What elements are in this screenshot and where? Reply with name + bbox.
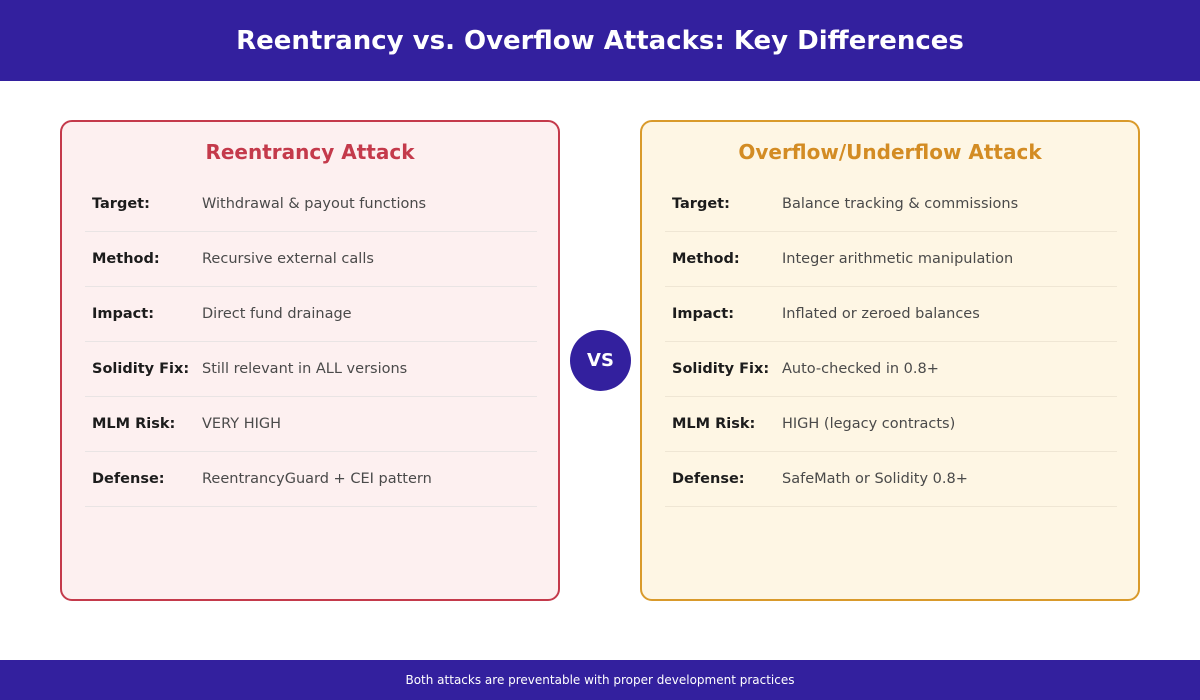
row-label: Solidity Fix: [672, 361, 770, 377]
row-value: Balance tracking & commissions [782, 196, 1019, 212]
footer-text: Both attacks are preventable with proper development practices [405, 673, 795, 687]
overflow-panel [640, 120, 1140, 601]
overflow-row-impact [665, 287, 1117, 342]
overflow-row-mlm-risk [665, 397, 1117, 452]
row-value: SafeMath or Solidity 0.8+ [782, 471, 968, 487]
row-value: Direct fund drainage [202, 306, 352, 322]
row-label: Defense: [672, 471, 745, 487]
page-title: Reentrancy vs. Overflow Attacks: Key Differences [236, 25, 964, 56]
overflow-row-target [665, 177, 1117, 232]
overflow-panel-title: Overflow/Underflow Attack [738, 140, 1042, 164]
row-label: Target: [92, 196, 150, 212]
row-value: Auto-checked in 0.8+ [782, 361, 939, 377]
row-label: Method: [92, 251, 160, 267]
row-label: MLM Risk: [92, 416, 176, 432]
reentrancy-panel-title: Reentrancy Attack [205, 140, 415, 164]
row-label: Defense: [92, 471, 165, 487]
overflow-row-method [665, 232, 1117, 287]
row-value: VERY HIGH [202, 416, 282, 432]
row-label: Impact: [672, 306, 734, 322]
row-label: Impact: [92, 306, 154, 322]
row-label: Target: [672, 196, 730, 212]
reentrancy-row-target [85, 177, 537, 232]
reentrancy-row-solidity-fix [85, 342, 537, 397]
row-value: Integer arithmetic manipulation [782, 251, 1014, 267]
header-banner [0, 0, 1200, 81]
overflow-rows [665, 177, 1117, 507]
row-label: Method: [672, 251, 740, 267]
row-value: Withdrawal & payout functions [202, 196, 427, 212]
overflow-row-solidity-fix [665, 342, 1117, 397]
row-value: Inflated or zeroed balances [782, 306, 980, 322]
reentrancy-rows [85, 177, 537, 507]
row-label: Solidity Fix: [92, 361, 190, 377]
reentrancy-row-method [85, 232, 537, 287]
reentrancy-row-mlm-risk [85, 397, 537, 452]
row-value: Still relevant in ALL versions [202, 361, 408, 377]
vs-label: VS [587, 350, 614, 371]
row-value: ReentrancyGuard + CEI pattern [202, 471, 432, 487]
row-value: Recursive external calls [202, 251, 374, 267]
reentrancy-row-defense [85, 452, 537, 507]
footer-banner [0, 660, 1200, 700]
vs-badge [570, 330, 631, 391]
row-label: MLM Risk: [672, 416, 756, 432]
row-value: HIGH (legacy contracts) [782, 416, 956, 432]
reentrancy-panel [60, 120, 560, 601]
overflow-row-defense [665, 452, 1117, 507]
reentrancy-row-impact [85, 287, 537, 342]
